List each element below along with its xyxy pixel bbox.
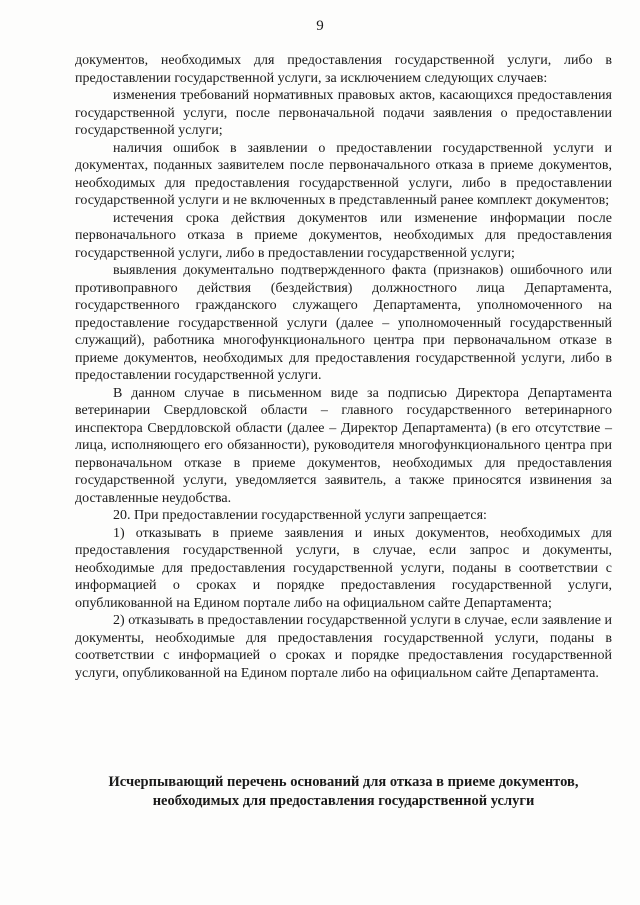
section-heading (75, 773, 612, 811)
paragraph: В данном случае в письменном виде за подписью Директора Департамента ветеринарии Свердловской области – главного государственного ветеринарного инспектора Свердловской области (далее – Директор Департамента) (в его отсутствие – лица, исполняющего его обязанности), руководителя многофункционального центра при первоначальном отказе в приеме документов, необходимых для предоставления государственной услуги, уведомляется заявитель, а также приносятся извинения за доставленные неудобства. (75, 385, 612, 506)
paragraph: 20. При предоставлении государственной услуги запрещается: (113, 508, 487, 523)
paragraph: наличия ошибок в заявлении о предоставлении государственной услуги и документах, поданных заявителем после первоначального отказа в приеме документов, необходимых для предоставления государственной услуги, либо в предоставлении государственной услуги и не включенных в представленный ранее комплект документов; (75, 140, 612, 208)
paragraph: 2) отказывать в предоставлении государственной услуги в случае, если заявление и документы, необходимые для предоставления государственной услуги, поданы в соответствии с информацией о сроках и порядке предоставления государственной услуги, опубликованной на Едином портале либо на официальном сайте Департамента. (75, 613, 612, 681)
body-text (75, 52, 612, 682)
paragraph: истечения срока действия документов или изменение информации после первоначального отказа в приеме документов, необходимых для предоставления государственной услуги, либо в предоставлении государственной услуги; (75, 210, 612, 261)
paragraph: документов, необходимых для предоставления государственной услуги, либо в предоставлении государственной услуги, за исключением следующих случаев: (75, 53, 612, 86)
paragraph: изменения требований нормативных правовых актов, касающихся предоставления государственной услуги, после первоначальной подачи заявления о предоставлении государственной услуги; (75, 88, 612, 138)
page-number: 9 (316, 18, 324, 34)
section-heading-line: Исчерпывающий перечень оснований для отказа в приеме документов, (108, 774, 579, 790)
paragraph: 1) отказывать в приеме заявления и иных документов, необходимых для предоставления государственной услуги, в случае, если запрос и документы, необходимые для предоставления государственной услуги, поданы в соответствии с информацией о сроках и порядке предоставления государственной услуги, опубликованной на Едином портале либо на официальном сайте Департамента; (75, 525, 612, 611)
paragraph: выявления документально подтвержденного факта (признаков) ошибочного или противоправного действия (бездействия) должностного лица Департамента, государственного гражданского служащего Департамента, уполномоченного на предоставление государственной услуги (далее – уполномоченный государственный служащий), работника многофункционального центра при первоначальном отказе в приеме документов, необходимых для предоставления государственной услуги, либо в предоставлении государственной услуги. (75, 263, 612, 383)
section-heading-line: необходимых для предоставления государственной услуги (152, 793, 535, 809)
